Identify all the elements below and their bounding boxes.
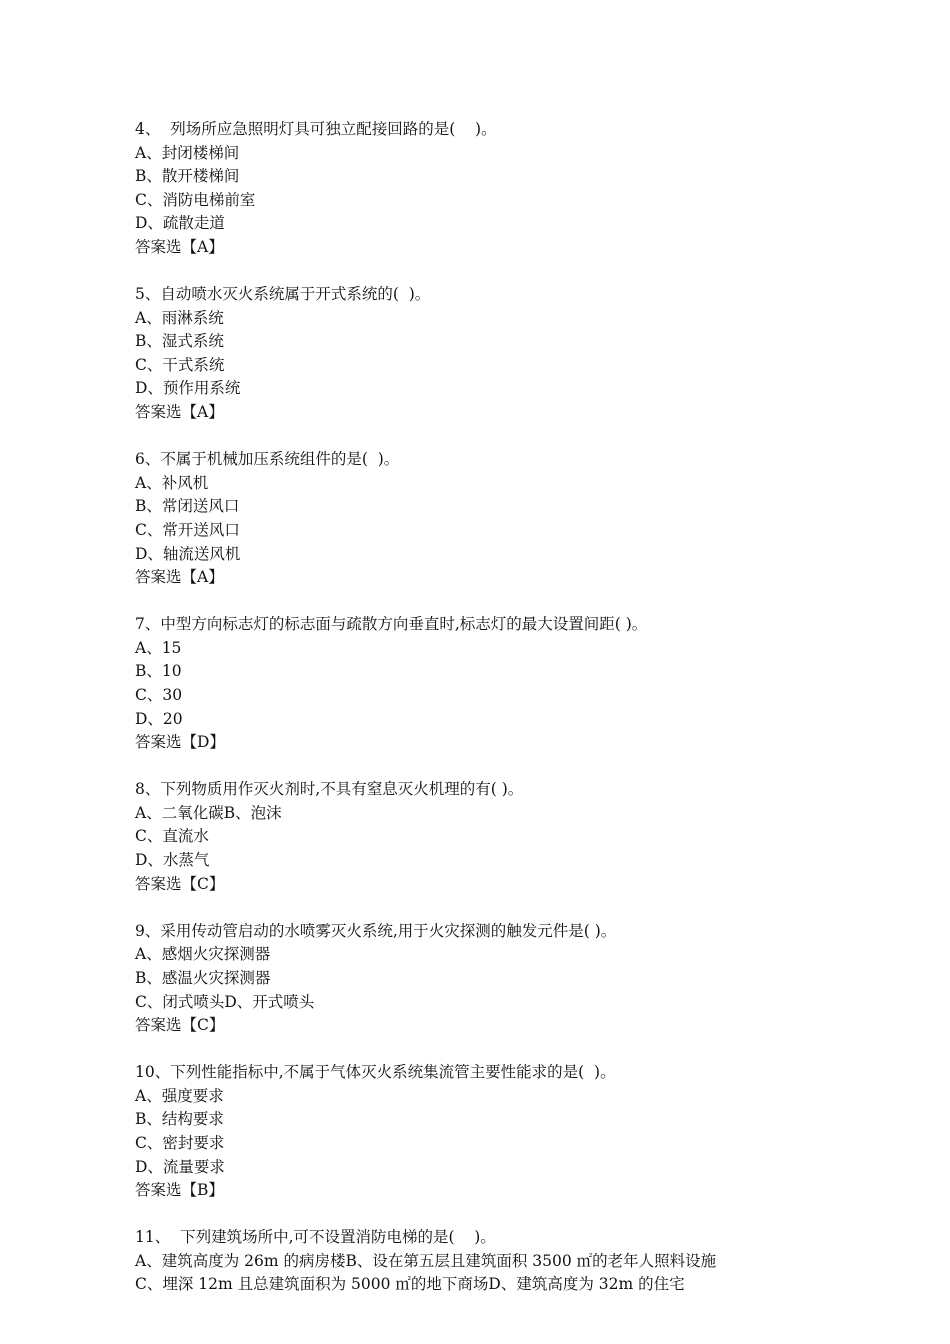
option-d: D、疏散走道 xyxy=(135,214,225,233)
option-d: D、预作用系统 xyxy=(135,379,241,398)
option-b: B、湿式系统 xyxy=(135,332,224,351)
option-b: B、结构要求 xyxy=(135,1110,224,1129)
option-a: A、强度要求 xyxy=(135,1086,224,1105)
option-d: D、20 xyxy=(135,709,183,728)
option-a: A、雨淋系统 xyxy=(135,308,224,327)
option-c: C、30 xyxy=(135,685,183,704)
question-stem: 5、自动喷水灭火系统属于开式系统的( )。 xyxy=(135,285,431,304)
option-d: D、流量要求 xyxy=(135,1157,225,1176)
option-b: B、10 xyxy=(135,662,182,681)
option-b: B、常闭送风口 xyxy=(135,497,240,516)
question-stem: 11、 下列建筑场所中,可不设置消防电梯的是( )。 xyxy=(135,1228,496,1247)
answer-line: 答案选【A】 xyxy=(135,237,224,256)
option-a-b: A、建筑高度为 26m 的病房楼B、设在第五层且建筑面积 3500 ㎡的老年人照料设施 xyxy=(135,1251,717,1270)
question-7 xyxy=(135,613,835,755)
option-a: A、感烟火灾探测器 xyxy=(135,945,271,964)
question-stem: 10、下列性能指标中,不属于气体灭火系统集流管主要性能求的是( )。 xyxy=(135,1063,616,1082)
question-4 xyxy=(135,118,835,260)
question-stem: 4、 列场所应急照明灯具可独立配接回路的是( )。 xyxy=(135,120,497,138)
option-c: C、干式系统 xyxy=(135,355,225,374)
answer-line: 答案选【B】 xyxy=(135,1181,224,1200)
answer-line: 答案选【D】 xyxy=(135,733,225,752)
answer-line: 答案选【A】 xyxy=(135,403,224,422)
answer-line: 答案选【C】 xyxy=(135,874,225,893)
option-d: D、轴流送风机 xyxy=(135,544,241,563)
option-a: A、封闭楼梯间 xyxy=(135,143,240,162)
question-5 xyxy=(135,283,835,425)
question-6 xyxy=(135,448,835,590)
question-10 xyxy=(135,1061,835,1203)
question-list xyxy=(135,118,835,1321)
option-c: C、消防电梯前室 xyxy=(135,190,256,209)
option-b: B、散开楼梯间 xyxy=(135,167,240,186)
question-stem: 6、不属于机械加压系统组件的是( )。 xyxy=(135,450,400,469)
question-stem: 7、中型方向标志灯的标志面与疏散方向垂直时,标志灯的最大设置间距( )。 xyxy=(135,615,648,634)
option-c-d: C、埋深 12m 且总建筑面积为 5000 ㎡的地下商场D、建筑高度为 32m 的住宅 xyxy=(135,1275,685,1294)
option-c: C、密封要求 xyxy=(135,1133,225,1152)
option-b: B、感温火灾探测器 xyxy=(135,968,271,987)
question-stem: 9、采用传动管启动的水喷雾灭火系统,用于火灾探测的触发元件是( )。 xyxy=(135,921,617,940)
question-11 xyxy=(135,1226,835,1297)
option-a: A、15 xyxy=(135,638,182,657)
question-stem: 8、下列物质用作灭火剂时,不具有窒息灭火机理的有( )。 xyxy=(135,780,524,799)
question-8 xyxy=(135,778,835,896)
question-9 xyxy=(135,920,835,1038)
option-c: C、常开送风口 xyxy=(135,520,240,539)
answer-line: 答案选【A】 xyxy=(135,568,224,587)
option-c: C、直流水 xyxy=(135,827,209,846)
answer-line: 答案选【C】 xyxy=(135,1016,225,1035)
option-a-b: A、二氧化碳B、泡沫 xyxy=(135,803,282,822)
option-c-d: C、闭式喷头D、开式喷头 xyxy=(135,992,315,1011)
option-a: A、补风机 xyxy=(135,473,209,492)
option-d: D、水蒸气 xyxy=(135,851,210,870)
